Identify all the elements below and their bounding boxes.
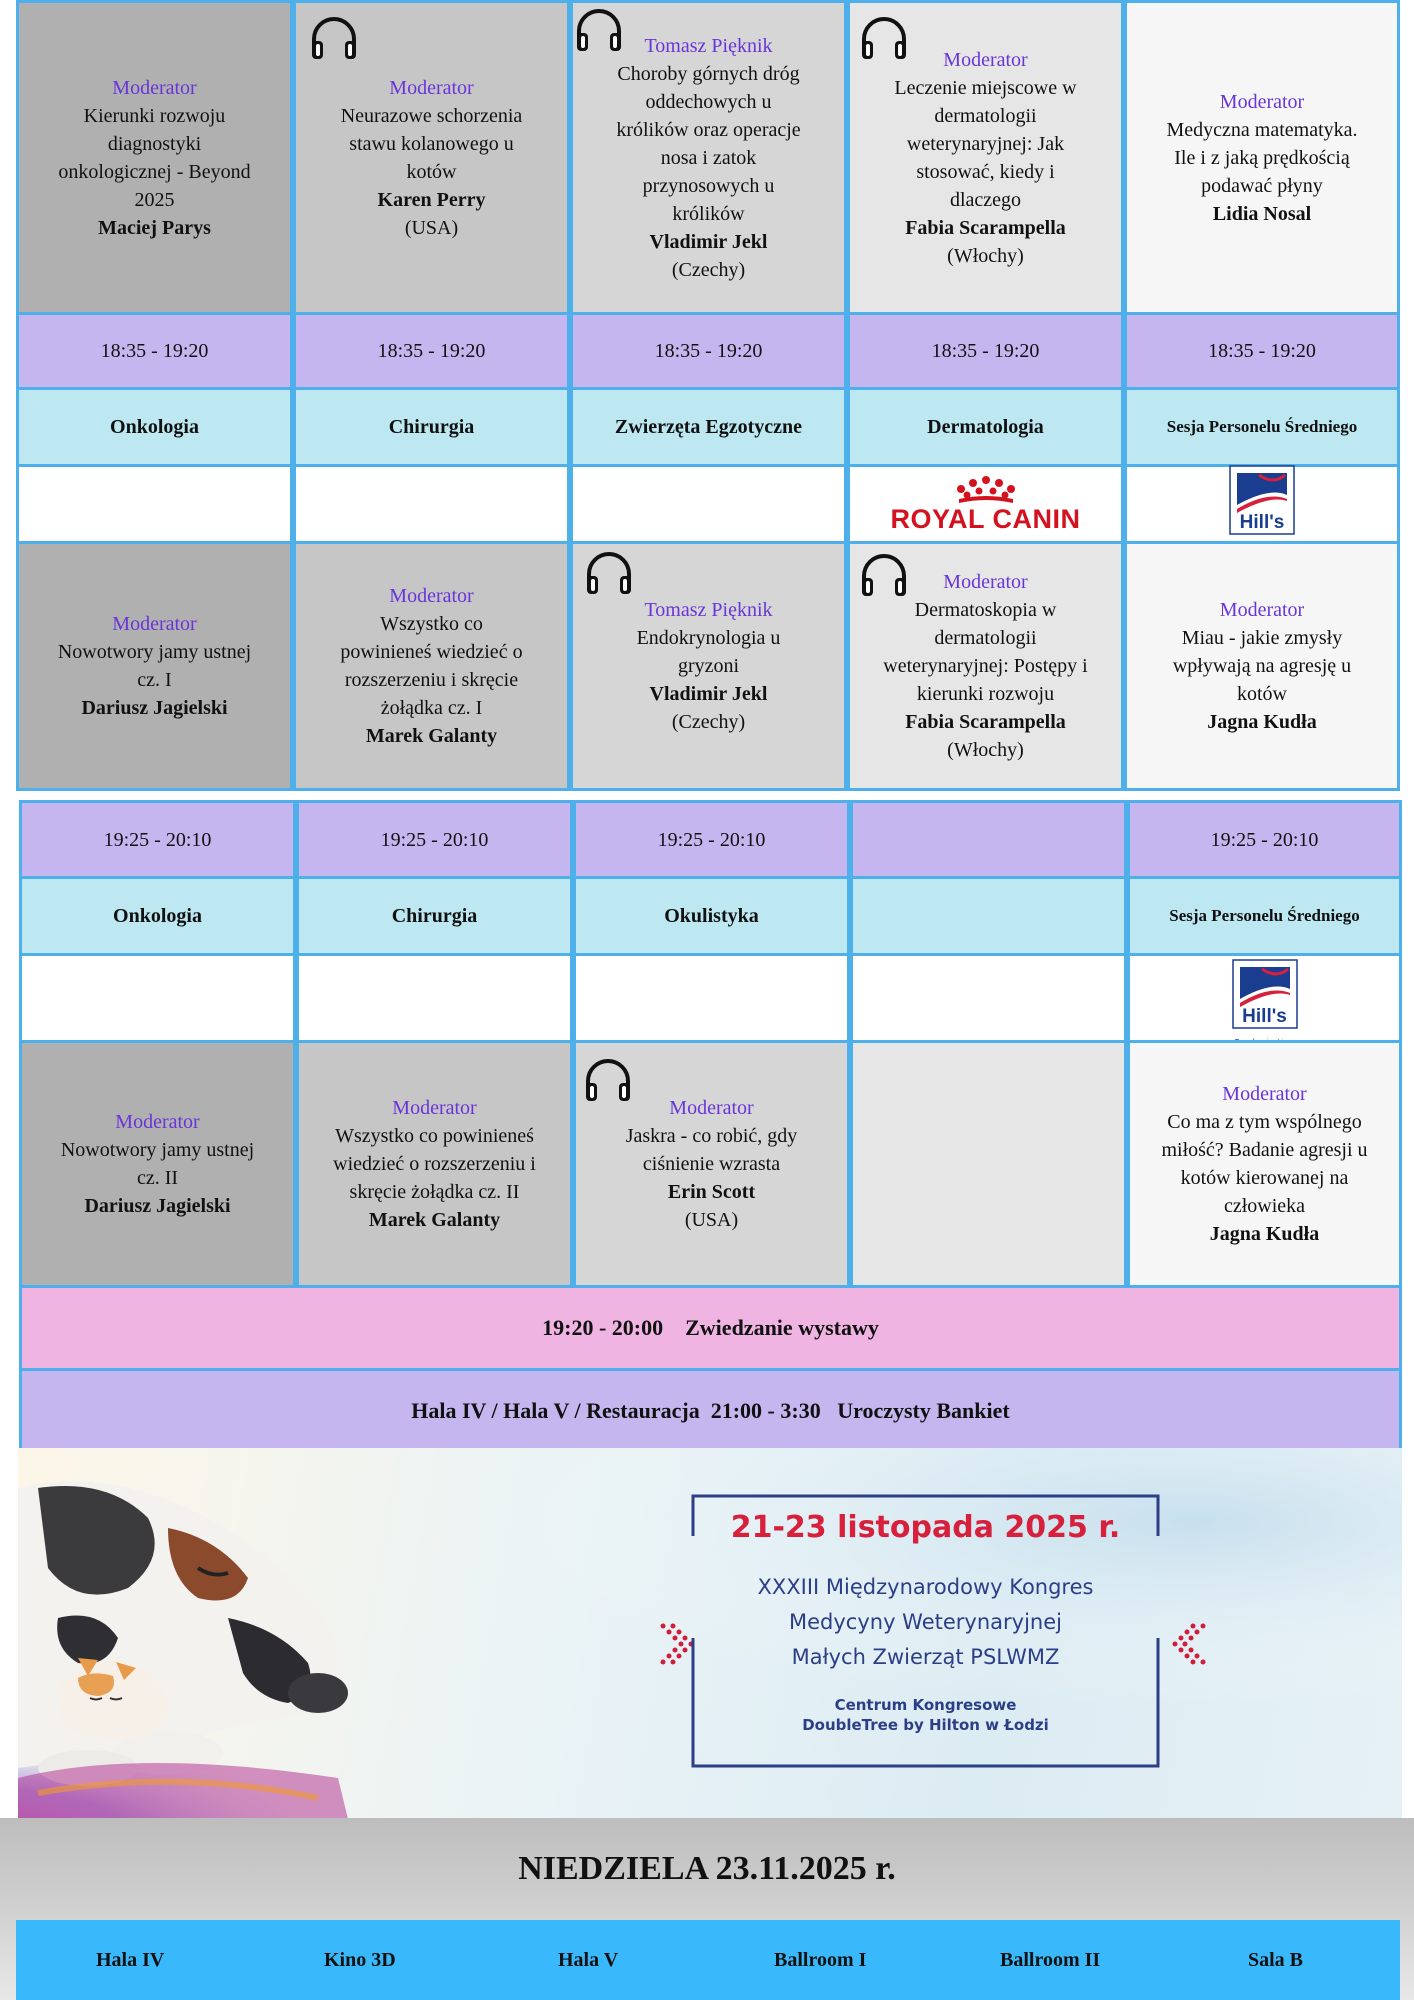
title-line: Co ma z tym wspólnego	[1167, 1111, 1362, 1133]
speaker-origin: (Włochy)	[947, 244, 1024, 267]
speaker-origin: (Włochy)	[947, 739, 1024, 761]
title-line: kotów	[406, 160, 457, 183]
title-line: wiedzieć o rozszerzeniu i	[333, 1153, 536, 1175]
time-slot: 18:35 - 19:20	[293, 312, 570, 390]
moderator-label: Moderator	[115, 1111, 200, 1133]
title-line: Wszystko co powinieneś	[335, 1125, 534, 1147]
moderator-label: Moderator	[389, 76, 474, 99]
exhibition-bar	[19, 1285, 1402, 1371]
title-line: onkologicznej - Beyond	[58, 160, 251, 183]
title-line: Leczenie miejscowe w	[894, 76, 1077, 99]
congress-date: 21-23 listopada 2025 r.	[730, 1510, 1121, 1545]
title-line: Medyczna matematyka.	[1166, 118, 1358, 141]
topic-label	[850, 876, 1127, 956]
session-cell	[570, 541, 847, 791]
hills-logo	[1124, 464, 1400, 544]
session-cell	[1124, 541, 1400, 791]
time-row	[19, 800, 1402, 879]
headphones-icon	[308, 13, 360, 65]
speaker-name: Fabia Scarampella	[905, 216, 1066, 239]
time-slot: 18:35 - 19:20	[570, 312, 847, 390]
speaker-origin: (Czechy)	[671, 711, 746, 733]
hall-label: Ballroom II	[1000, 1948, 1101, 1971]
speaker-name: Fabia Scarampella	[905, 711, 1066, 733]
title-line: ciśnienie wzrasta	[642, 1153, 781, 1175]
title-line: rozszerzeniu i skręcie	[344, 669, 519, 691]
time-slot: 18:35 - 19:20	[16, 312, 293, 390]
moderator-label: Moderator	[943, 48, 1028, 71]
banner-text	[693, 1503, 1158, 1735]
title-line: wpływają na agresję u	[1172, 655, 1352, 677]
title-line: kotów kierowanej na	[1180, 1167, 1349, 1189]
hills-wordmark: Hill's	[1242, 1006, 1287, 1027]
title-line: weterynaryjnej: Postępy i	[883, 655, 1088, 677]
block3	[19, 800, 1402, 1454]
hall-label: Kino 3D	[324, 1948, 396, 1971]
sponsor-row	[19, 953, 1402, 1043]
empty-cell	[573, 953, 850, 1043]
venue-line-1: Centrum Kongresowe	[834, 1696, 1017, 1714]
hall-label: Hala V	[558, 1948, 619, 1971]
topic-row	[19, 876, 1402, 956]
speaker-name: Marek Galanty	[368, 1209, 501, 1231]
title-line: przynosowych u	[642, 174, 775, 197]
title-line: nosa i zatok	[660, 146, 757, 169]
moderator-label: Moderator	[112, 613, 197, 635]
exhibition-time: 19:20 - 20:00	[542, 1315, 664, 1340]
empty-session-cell	[850, 1040, 1127, 1288]
congress-title-3: Małych Zwierząt PSLWMZ	[791, 1645, 1060, 1669]
title-line: Jaskra - co robić, gdy	[625, 1125, 798, 1147]
headphones-icon	[583, 548, 635, 600]
hills-logo	[1127, 953, 1402, 1043]
title-line: człowieka	[1223, 1195, 1306, 1217]
headphones-icon	[858, 13, 910, 65]
topic-label: Zwierzęta Egzotyczne	[570, 387, 847, 467]
topic-row	[16, 387, 1400, 467]
royal-canin-logo	[847, 464, 1124, 544]
congress-title-2: Medycyny Weterynaryjnej	[789, 1610, 1062, 1634]
congress-title-1: XXXIII Międzynarodowy Kongres	[757, 1575, 1094, 1599]
title-line: żołądka cz. I	[380, 697, 483, 719]
headphones-icon	[582, 1055, 634, 1107]
crown-icon	[951, 475, 1021, 505]
hall-bar	[16, 1920, 1400, 2000]
moderator-label: Tomasz Pięknik	[644, 34, 773, 57]
session-cell	[293, 0, 570, 315]
speaker-origin: (USA)	[404, 216, 459, 239]
title-line: Ile i z jaką prędkością	[1174, 146, 1350, 169]
title-line: dlaczego	[949, 188, 1022, 211]
title-line: Endokrynologia u	[636, 627, 781, 649]
congress-banner	[18, 1448, 1402, 1819]
headphones-icon	[858, 550, 910, 602]
moderator-label: Moderator	[1219, 599, 1305, 621]
session-cell	[1124, 0, 1400, 315]
moderator-label: Moderator	[943, 571, 1028, 593]
title-line: dermatologii	[934, 627, 1037, 649]
title-line: Wszystko co	[380, 613, 483, 635]
moderator-label: Moderator	[1219, 90, 1305, 113]
time-slot: 19:25 - 20:10	[19, 800, 296, 879]
time-slot: 19:25 - 20:10	[1127, 800, 1402, 879]
title-line: stawu kolanowego u	[349, 132, 514, 155]
day-title: NIEDZIELA 23.11.2025 r.	[518, 1850, 896, 1887]
title-line: Miau - jakie zmysły	[1181, 627, 1343, 649]
speaker-origin: (USA)	[684, 1209, 739, 1231]
title-line: skręcie żołądka cz. II	[349, 1181, 520, 1203]
title-line: cz. II	[136, 1167, 179, 1189]
session-cell	[293, 541, 570, 791]
title-line: Choroby górnych dróg	[617, 62, 800, 85]
speaker-origin: (Czechy)	[671, 258, 746, 281]
title-line: gryzoni	[677, 655, 740, 677]
empty-cell	[850, 953, 1127, 1043]
moderator-label: Moderator	[112, 76, 197, 99]
topic-label: Chirurgia	[293, 387, 570, 467]
title-line: miłość? Badanie agresji u	[1161, 1139, 1368, 1161]
title-line: Nowotwory jamy ustnej	[57, 641, 252, 663]
title-line: 2025	[134, 188, 175, 211]
banquet-bar	[19, 1368, 1402, 1454]
exhibition-label: Zwiedzanie wystawy	[685, 1315, 879, 1340]
hall-label: Sala B	[1248, 1948, 1304, 1971]
title-line: powinieneś wiedzieć o	[340, 641, 523, 663]
topic-label: Okulistyka	[573, 876, 850, 956]
topic-label: Sesja Personelu Średniego	[1124, 387, 1400, 467]
title-line: Neurazowe schorzenia	[340, 104, 523, 127]
empty-cell	[293, 464, 570, 544]
session-cell	[847, 541, 1124, 791]
time-slot	[850, 800, 1127, 879]
speaker-name: Maciej Parys	[98, 216, 211, 239]
empty-cell	[16, 464, 293, 544]
moderator-label: Moderator	[392, 1097, 477, 1119]
title-line: diagnostyki	[107, 132, 202, 155]
session-cell	[1127, 1040, 1402, 1288]
speaker-name: Jagna Kudła	[1207, 711, 1317, 733]
speaker-name: Vladimir Jekl	[649, 230, 768, 253]
speaker-name: Jagna Kudła	[1209, 1223, 1320, 1245]
venue-line-2: DoubleTree by Hilton w Łodzi	[802, 1716, 1049, 1734]
topic-label: Sesja Personelu Średniego	[1127, 876, 1402, 956]
hall-label: Ballroom I	[774, 1948, 867, 1971]
time-row	[16, 312, 1400, 390]
hills-logo-mark	[1229, 465, 1295, 543]
moderator-label: Tomasz Pięknik	[644, 599, 773, 621]
moderator-label: Moderator	[669, 1097, 754, 1119]
empty-cell	[570, 464, 847, 544]
title-line: Dermatoskopia w	[914, 599, 1057, 621]
speaker-name: Lidia Nosal	[1212, 202, 1312, 225]
topic-label: Onkologia	[19, 876, 296, 956]
time-slot: 19:25 - 20:10	[573, 800, 850, 879]
topic-label: Onkologia	[16, 387, 293, 467]
speaker-name: Marek Galanty	[365, 725, 498, 747]
speaker-name: Vladimir Jekl	[649, 683, 768, 705]
session-cell	[847, 0, 1124, 315]
empty-cell	[296, 953, 573, 1043]
banquet-text: Hala IV / Hala V / Restauracja 21:00 - 3:30 Uroczysty Bankiet	[411, 1398, 1010, 1423]
empty-cell	[19, 953, 296, 1043]
day-section	[0, 1818, 1414, 2000]
title-line: podawać płyny	[1201, 174, 1323, 197]
session-cell	[16, 0, 293, 315]
title-line: kotów	[1236, 683, 1287, 705]
hills-logo-mark	[1232, 959, 1298, 1037]
title-line: cz. I	[137, 669, 172, 691]
sponsor-row	[16, 464, 1400, 544]
topic-label: Dermatologia	[847, 387, 1124, 467]
block1	[16, 0, 1400, 791]
time-slot: 18:35 - 19:20	[1124, 312, 1400, 390]
topic-label: Chirurgia	[296, 876, 573, 956]
speaker-name: Dariusz Jagielski	[81, 697, 228, 719]
hills-wordmark: Hill's	[1239, 512, 1285, 533]
session-cell	[16, 541, 293, 791]
moderator-label: Moderator	[389, 585, 474, 607]
title-line: królików oraz operacje	[616, 118, 801, 141]
session-row-3	[19, 1040, 1402, 1288]
time-slot: 18:35 - 19:20	[847, 312, 1124, 390]
title-line: królików	[672, 202, 745, 225]
title-line: Kierunki rozwoju	[83, 104, 226, 127]
speaker-name: Erin Scott	[667, 1181, 756, 1203]
title-line: Nowotwory jamy ustnej	[60, 1139, 255, 1161]
moderator-label: Moderator	[1222, 1083, 1307, 1105]
speaker-name: Karen Perry	[377, 188, 486, 211]
title-line: oddechowych u	[645, 90, 772, 113]
session-cell	[296, 1040, 573, 1288]
headphones-icon	[573, 5, 625, 57]
royal-canin-wordmark: ROYAL CANIN	[890, 504, 1081, 534]
session-cell	[573, 1040, 850, 1288]
time-slot: 19:25 - 20:10	[296, 800, 573, 879]
session-cell	[19, 1040, 296, 1288]
title-line: weterynaryjnej: Jak	[906, 132, 1065, 155]
title-line: kierunki rozwoju	[916, 683, 1055, 705]
hall-label: Hala IV	[96, 1948, 165, 1971]
title-line: dermatologii	[934, 104, 1037, 127]
session-cell	[570, 0, 847, 315]
speaker-name: Dariusz Jagielski	[84, 1195, 231, 1217]
title-line: stosować, kiedy i	[916, 160, 1055, 183]
session-row-1	[16, 0, 1400, 315]
session-row-2	[16, 541, 1400, 791]
